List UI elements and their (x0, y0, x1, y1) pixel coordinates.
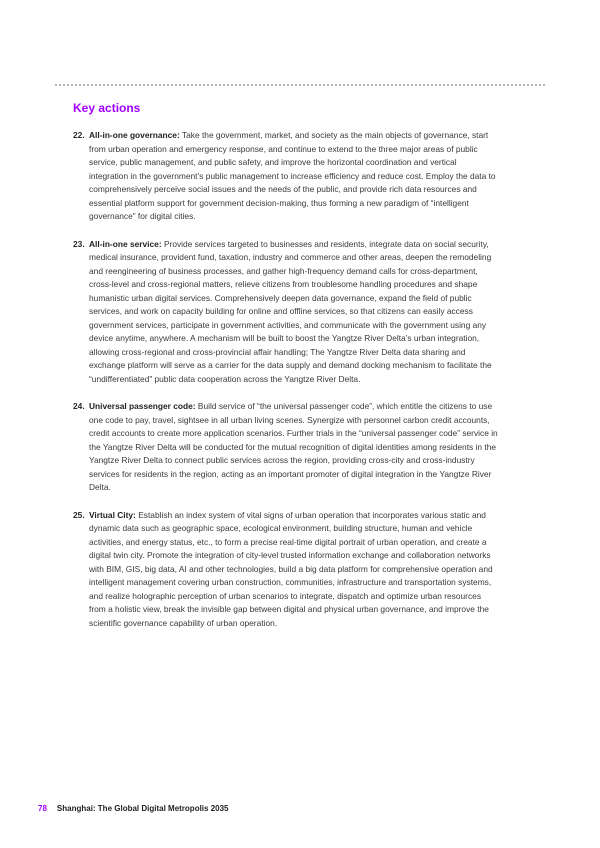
item-title: Virtual City: (89, 509, 136, 520)
item-title: All-in-one governance: (89, 130, 180, 140)
item-body: Provide services targeted to businesses and residents, integrate data on social security, medical insurance, provident fund, taxation, industry and commerce and other areas, deepen the remodeling and reengineering of business processes, and gather high-frequency demand calls for cross-department, cross-level and cross-regional matters, relieve citizens from troublesome handling procedures and shape humanistic urban digital services. Comprehensively deepen data governance, expand the field of public services, and work on capacity building for online and offline services, so that citizens can easily access government services, participate in government activities, and communicate with the government using any device anytime, anywhere. A mechanism will be built to boost the Yangtze River Delta’s urban integration, allowing cross-regional and cross-provincial affair handling; The Yangtze River Delta data sharing and exchange platform will serve as a carrier for the data supply and demand docking mechanism to facilitate the “undifferentiated” public data cooperation across the Yangtze River Delta. (89, 238, 492, 384)
item-number: 25. (73, 509, 85, 520)
item-body: Build service of “the universal passenger code”, which entitle the citizens to use one code to pay, travel, sightsee in all urban living scenes. Synergize with personnel carbon credit accounts, credit accounts to create more application scenarios. Further trials in the “universal passenger code” service in the Yangtze River Delta will be conducted for the mutual recognition of digital identities among residents in the Yangtze River Delta to connect public services across the region, providing cross-city and cross-industry services for residents in the region, acting as an important promoter of digital integration in the Yangtze River Delta. (89, 401, 498, 492)
section-heading: Key actions (73, 101, 141, 115)
item-body: Establish an index system of vital signs of urban operation that incorporates various static and dynamic data such as geographic space, ecological environment, building structure, human and vehicle activities, and energy status, etc., to form a precise real-time digital portrait of urban operation, and create a digital twin city. Promote the integration of city-level trusted information exchange and collaboration networks with BIM, GIS, big data, AI and other technologies, build a big data platform for comprehensive operation and intelligent management covering urban construction, communities, infrastructure and transportation systems, and realize holographic perception of urban scenarios to integrate, dispatch and optimize urban resources from a holistic view, break the invisible gap between digital and physical urban governance, and improve the scientific governance capability of urban operation. (89, 509, 493, 628)
section-divider (55, 84, 545, 86)
item-number: 22. (73, 130, 85, 140)
item-text (89, 400, 498, 495)
item-title: Universal passenger code: (89, 401, 196, 411)
list-item (73, 509, 498, 631)
page-footer (38, 804, 229, 813)
item-body: Take the government, market, and society as the main objects of governance, start from urban operation and emergency response, and continue to extend to the three major areas of public service, public management, and public safety, and improve the horizontal coordination and vertical integration in the government’s public management to increase efficiency and reduce cost. Employ the data to comprehensively perceive social issues and the needs of the public, and provide rich data resources and essential platform support for government decision-making, thus forming a new paradigm of “intelligent governance” for digital cities. (89, 130, 496, 221)
item-number: 24. (73, 401, 85, 411)
item-title: All-in-one service: (89, 238, 162, 249)
list-item (73, 129, 498, 224)
item-text (89, 509, 498, 631)
item-number: 23. (73, 238, 85, 249)
key-actions-list (73, 129, 498, 644)
page-number: 78 (38, 804, 47, 813)
publication-title: Shanghai: The Global Digital Metropolis 2035 (56, 804, 229, 813)
item-text (89, 129, 498, 224)
item-text (89, 238, 498, 387)
list-item (73, 238, 498, 387)
list-item (73, 400, 498, 495)
